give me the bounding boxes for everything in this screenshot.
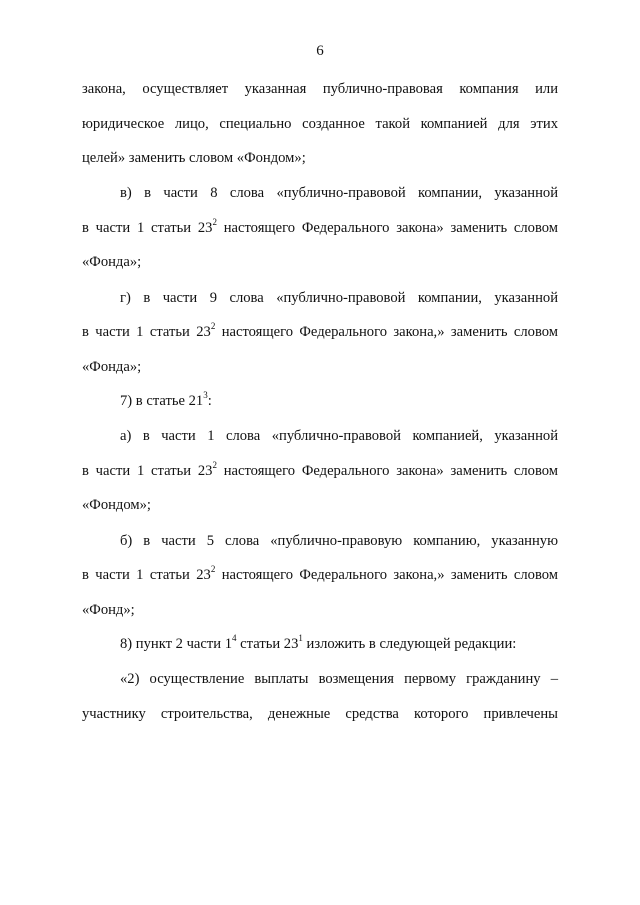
text-line: «Фондом»; [82,497,151,513]
superscript: 2 [212,217,217,228]
superscript: 2 [210,564,216,575]
text-line: «Фонда»; [82,254,142,270]
text-fragment: настоящего Федерального закона,» заменить словом [215,324,558,340]
text-line [82,566,558,584]
text-line: закона, осуществляет указанная публично-правовая компания или [82,81,558,97]
text-fragment: : [207,393,212,409]
text-fragment: в части 1 статьи 23 [82,324,211,340]
text-line [82,635,558,653]
text-line [82,219,558,237]
text-line: в) в части 8 слова «публично-правовой компании, указанной [120,185,558,201]
text-line: б) в части 5 слова «публично-правовую компанию, указанную [120,533,558,549]
text-line [82,392,558,410]
superscript: 4 [232,633,237,644]
text-line: «2) осуществление выплаты возмещения первому гражданину – [120,671,558,687]
text-fragment: статьи 23 [236,636,299,652]
superscript: 2 [212,460,217,471]
text-fragment: настоящего Федерального закона» заменить словом [216,463,558,479]
superscript: 1 [298,633,303,644]
superscript: 3 [203,390,208,401]
text-fragment: 7) в статье 21 [120,393,204,409]
text-line: «Фонда»; [82,359,142,375]
superscript: 2 [210,321,216,332]
text-fragment: 8) пункт 2 части 1 [120,636,233,652]
text-line: юридическое лицо, специально созданное такой компанией для этих [82,116,558,132]
text-fragment: настоящего Федерального закона,» заменить словом [215,567,558,583]
text-line: целей» заменить словом «Фондом»; [82,150,306,166]
text-fragment: в части 1 статьи 23 [82,220,213,236]
text-line [82,462,558,480]
text-line: «Фонд»; [82,602,135,618]
text-fragment: изложить в следующей редакции: [302,636,517,652]
page-number: 6 [316,43,324,59]
text-line: а) в части 1 слова «публично-правовой компанией, указанной [120,428,558,444]
text-line [82,323,558,341]
text-line: г) в части 9 слова «публично-правовой компании, указанной [120,290,558,306]
text-fragment: настоящего Федерального закона» заменить словом [216,220,558,236]
text-fragment: в части 1 статьи 23 [82,463,213,479]
text-fragment: в части 1 статьи 23 [82,567,211,583]
text-line: участнику строительства, денежные средства которого привлечены [82,706,558,722]
